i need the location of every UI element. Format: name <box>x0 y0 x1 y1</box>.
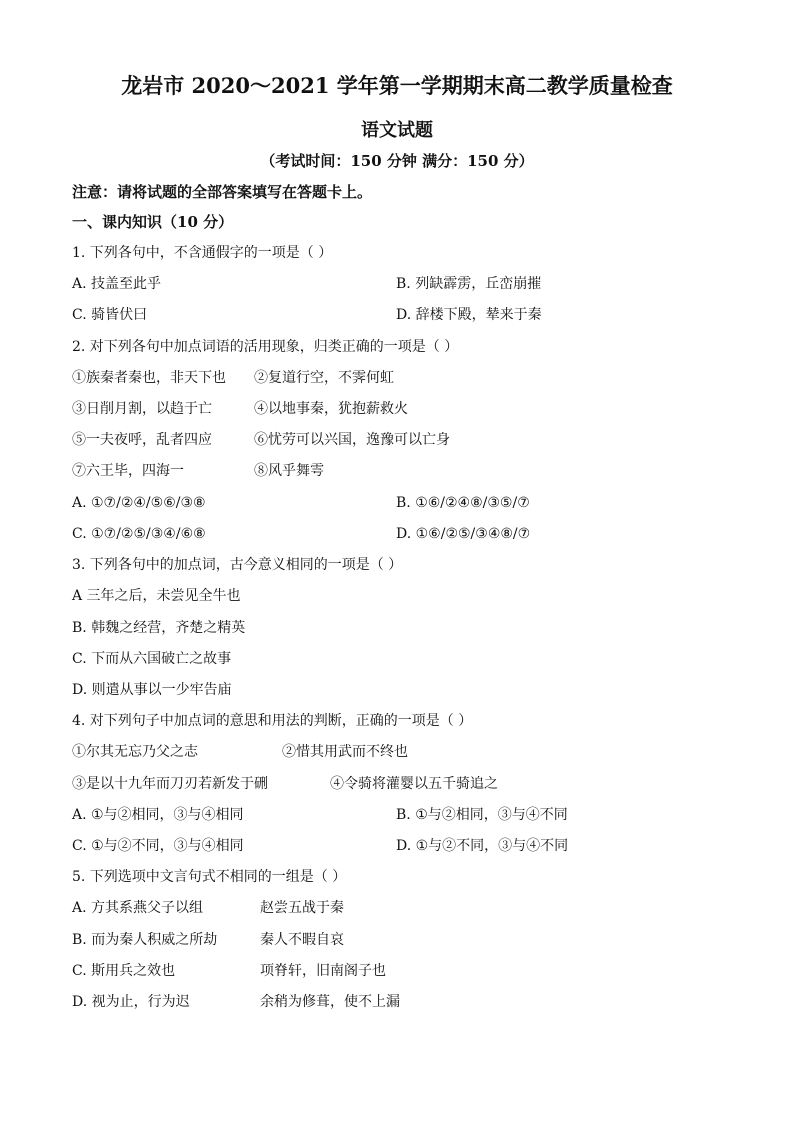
question-2-option-b: B. ①⑥/②④⑧/③⑤/⑦ <box>396 495 530 511</box>
question-2-item: ⑧风乎舞雩 <box>254 463 324 479</box>
question-5-option-c-pair: 项脊轩，旧南阁子也 <box>260 963 386 979</box>
question-4-item: ③是以十九年而刀刃若新发于硎 <box>72 776 268 792</box>
question-4-option-d: D. ①与②不同，③与④不同 <box>396 838 569 854</box>
question-2-item: ⑥忧劳可以兴国，逸豫可以亡身 <box>254 432 450 448</box>
question-3-option-c: C. 下而从六国破亡之故事 <box>72 651 232 667</box>
question-5-stem: 5. 下列选项中文言句式不相同的一组是（ ） <box>72 869 347 885</box>
question-2-option-c: C. ①⑦/②⑤/③④/⑥⑧ <box>72 526 206 542</box>
question-2-item: ⑤一夫夜呼，乱者四应 <box>72 432 212 448</box>
question-5-option-b: B. 而为秦人积威之所劫 <box>72 932 218 948</box>
question-4-item: ①尔其无忘乃父之志 <box>72 744 198 760</box>
question-2-item: ①族秦者秦也，非天下也 <box>72 370 226 386</box>
notice-text: 注意：请将试题的全部答案填写在答题卡上。 <box>72 183 373 201</box>
question-4-option-c: C. ①与②不同，③与④相同 <box>72 838 244 854</box>
question-1-option-a: A. 技盖至此乎 <box>72 276 162 292</box>
question-4-option-a: A. ①与②相同，③与④相同 <box>72 807 244 823</box>
question-5-option-a-pair: 赵尝五战于秦 <box>260 900 344 916</box>
question-2-option-d: D. ①⑥/②⑤/③④⑧/⑦ <box>396 526 531 542</box>
question-5-option-d: D. 视为止，行为迟 <box>72 994 190 1010</box>
question-3-option-a: A 三年之后，未尝见全牛也 <box>72 588 241 604</box>
subject-title: 语文试题 <box>361 120 433 141</box>
question-3-option-b: B. 韩魏之经营，齐楚之精英 <box>72 620 246 636</box>
question-4-option-b: B. ①与②相同，③与④不同 <box>396 807 568 823</box>
question-2-item: ③日削月割，以趋于亡 <box>72 401 212 417</box>
question-2-stem: 2. 对下列各句中加点词语的活用现象，归类正确的一项是（ ） <box>72 339 459 355</box>
question-1-stem: 1. 下列各句中，不含通假字的一项是（ ） <box>72 245 333 261</box>
section-heading: 一、课内知识（10 分） <box>72 213 234 231</box>
question-2-option-a: A. ①⑦/②④/⑤⑥/③⑧ <box>72 495 206 511</box>
question-5-option-c: C. 斯用兵之效也 <box>72 963 176 979</box>
question-3-stem: 3. 下列各句中的加点词，古今意义相同的一项是（ ） <box>72 557 403 573</box>
exam-title: 龙岩市 2020～2021 学年第一学期期末高二教学质量检查 <box>121 73 673 98</box>
question-1-option-d: D. 辞楼下殿，辇来于秦 <box>396 307 542 323</box>
question-2-item: ⑦六王毕，四海一 <box>72 463 184 479</box>
question-4-item: ④令骑将灌婴以五千骑追之 <box>330 776 498 792</box>
question-5-option-b-pair: 秦人不暇自哀 <box>260 932 344 948</box>
question-1-option-b: B. 列缺霹雳，丘峦崩摧 <box>396 276 542 292</box>
question-2-item: ④以地事秦，犹抱薪救火 <box>254 401 408 417</box>
question-4-item: ②惜其用武而不终也 <box>282 744 408 760</box>
question-5-option-a: A. 方其系燕父子以组 <box>72 900 204 916</box>
question-5-option-d-pair: 余稍为修葺，使不上漏 <box>260 994 400 1010</box>
question-4-stem: 4. 对下列句子中加点词的意思和用法的判断，正确的一项是（ ） <box>72 713 473 729</box>
question-2-item: ②复道行空，不霁何虹 <box>254 370 394 386</box>
exam-info: （考试时间：150 分钟 满分：150 分） <box>260 152 534 170</box>
question-1-option-c: C. 骑皆伏曰 <box>72 307 148 323</box>
question-3-option-d: D. 则遣从事以一少牢告庙 <box>72 682 232 698</box>
